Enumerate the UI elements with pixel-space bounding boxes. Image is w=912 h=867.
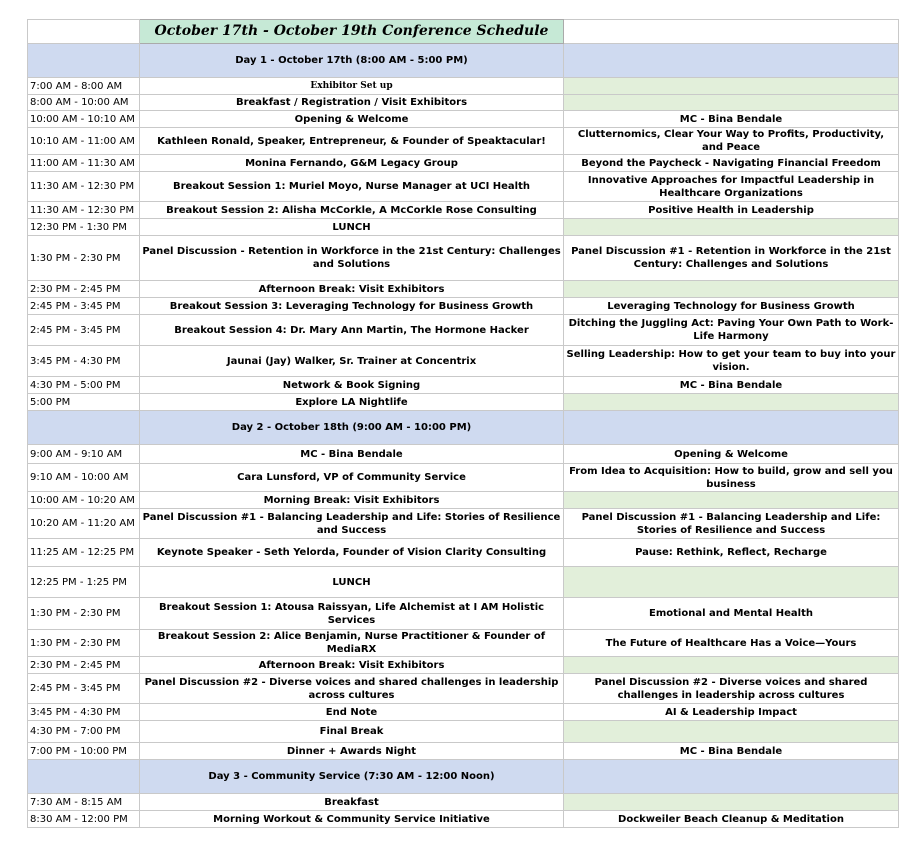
time-cell: 10:00 AM - 10:10 AM: [28, 111, 140, 128]
day-header-blank: [564, 411, 899, 445]
event-cell: MC - Bina Bendale: [140, 445, 564, 464]
detail-cell: From Idea to Acquisition: How to build, grow and sell you business: [564, 464, 899, 492]
schedule-row: [28, 78, 899, 95]
event-cell: Network & Book Signing: [140, 377, 564, 394]
time-cell: 3:45 PM - 4:30 PM: [28, 704, 140, 721]
time-cell: 2:30 PM - 2:45 PM: [28, 657, 140, 674]
event-cell: Explore LA Nightlife: [140, 394, 564, 411]
event-cell: Breakout Session 1: Atousa Raissyan, Life Alchemist at I AM Holistic Services: [140, 598, 564, 630]
time-cell: 10:10 AM - 11:00 AM: [28, 128, 140, 155]
time-cell: 11:25 AM - 12:25 PM: [28, 539, 140, 567]
day-header-title: Day 1 - October 17th (8:00 AM - 5:00 PM): [140, 44, 564, 78]
time-cell: 9:10 AM - 10:00 AM: [28, 464, 140, 492]
event-cell: Cara Lunsford, VP of Community Service: [140, 464, 564, 492]
detail-cell: MC - Bina Bendale: [564, 111, 899, 128]
event-cell: Breakfast / Registration / Visit Exhibitors: [140, 95, 564, 111]
time-cell: 8:00 AM - 10:00 AM: [28, 95, 140, 111]
empty-detail-cell: [564, 219, 899, 236]
schedule-row: [28, 346, 899, 377]
empty-detail-cell: [564, 78, 899, 95]
schedule-row: [28, 377, 899, 394]
day-header-row: [28, 411, 899, 445]
event-cell: Panel Discussion - Retention in Workforce in the 21st Century: Challenges and Solutions: [140, 236, 564, 281]
detail-cell: Clutternomics, Clear Your Way to Profits, Productivity, and Peace: [564, 128, 899, 155]
event-cell: Afternoon Break: Visit Exhibitors: [140, 657, 564, 674]
day-header-title: Day 2 - October 18th (9:00 AM - 10:00 PM): [140, 411, 564, 445]
title-blank-cell: [28, 20, 140, 44]
event-cell: Breakout Session 2: Alisha McCorkle, A McCorkle Rose Consulting: [140, 202, 564, 219]
event-cell: Breakout Session 1: Muriel Moyo, Nurse Manager at UCI Health: [140, 172, 564, 202]
time-cell: 8:30 AM - 12:00 PM: [28, 811, 140, 828]
detail-cell: Pause: Rethink, Reflect, Recharge: [564, 539, 899, 567]
schedule-row: [28, 445, 899, 464]
event-cell: Opening & Welcome: [140, 111, 564, 128]
schedule-row: [28, 492, 899, 509]
time-cell: 2:45 PM - 3:45 PM: [28, 298, 140, 315]
time-cell: 2:30 PM - 2:45 PM: [28, 281, 140, 298]
time-cell: 1:30 PM - 2:30 PM: [28, 598, 140, 630]
time-cell: 10:00 AM - 10:20 AM: [28, 492, 140, 509]
schedule-row: [28, 298, 899, 315]
schedule-row: [28, 657, 899, 674]
detail-cell: Panel Discussion #1 - Retention in Workforce in the 21st Century: Challenges and Solutions: [564, 236, 899, 281]
event-cell: Breakout Session 4: Dr. Mary Ann Martin, The Hormone Hacker: [140, 315, 564, 346]
detail-cell: Opening & Welcome: [564, 445, 899, 464]
schedule-row: [28, 674, 899, 704]
time-cell: 2:45 PM - 3:45 PM: [28, 674, 140, 704]
time-cell: 1:30 PM - 2:30 PM: [28, 236, 140, 281]
time-cell: 9:00 AM - 9:10 AM: [28, 445, 140, 464]
time-cell: 5:00 PM: [28, 394, 140, 411]
event-cell: Exhibitor Set up: [140, 78, 564, 95]
schedule-row: [28, 111, 899, 128]
detail-cell: Ditching the Juggling Act: Paving Your Own Path to Work-Life Harmony: [564, 315, 899, 346]
empty-detail-cell: [564, 394, 899, 411]
schedule-row: [28, 811, 899, 828]
detail-cell: Selling Leadership: How to get your team to buy into your vision.: [564, 346, 899, 377]
time-cell: 3:45 PM - 4:30 PM: [28, 346, 140, 377]
schedule-row: [28, 598, 899, 630]
conference-schedule-table: [27, 19, 899, 828]
empty-detail-cell: [564, 567, 899, 598]
time-cell: 7:00 PM - 10:00 PM: [28, 743, 140, 760]
day-header-row: [28, 760, 899, 794]
event-cell: Final Break: [140, 721, 564, 743]
time-cell: 11:30 AM - 12:30 PM: [28, 202, 140, 219]
empty-detail-cell: [564, 281, 899, 298]
detail-cell: Positive Health in Leadership: [564, 202, 899, 219]
day-header-title: Day 3 - Community Service (7:30 AM - 12:00 Noon): [140, 760, 564, 794]
schedule-row: [28, 236, 899, 281]
event-cell: Keynote Speaker - Seth Yelorda, Founder of Vision Clarity Consulting: [140, 539, 564, 567]
event-cell: Panel Discussion #2 - Diverse voices and shared challenges in leadership across cultures: [140, 674, 564, 704]
detail-cell: Panel Discussion #1 - Balancing Leadership and Life: Stories of Resilience and Success: [564, 509, 899, 539]
day-header-blank: [28, 760, 140, 794]
empty-detail-cell: [564, 657, 899, 674]
event-cell: End Note: [140, 704, 564, 721]
detail-cell: The Future of Healthcare Has a Voice—Yours: [564, 630, 899, 657]
title-row: [28, 20, 899, 44]
event-cell: Kathleen Ronald, Speaker, Entrepreneur, & Founder of Speaktacular!: [140, 128, 564, 155]
schedule-row: [28, 794, 899, 811]
event-cell: LUNCH: [140, 219, 564, 236]
time-cell: 11:30 AM - 12:30 PM: [28, 172, 140, 202]
detail-cell: AI & Leadership Impact: [564, 704, 899, 721]
event-cell: Breakfast: [140, 794, 564, 811]
title-blank-cell: [564, 20, 899, 44]
schedule-row: [28, 128, 899, 155]
detail-cell: MC - Bina Bendale: [564, 377, 899, 394]
day-header-blank: [28, 411, 140, 445]
empty-detail-cell: [564, 492, 899, 509]
schedule-row: [28, 743, 899, 760]
empty-detail-cell: [564, 794, 899, 811]
empty-detail-cell: [564, 721, 899, 743]
schedule-row: [28, 172, 899, 202]
schedule-row: [28, 704, 899, 721]
empty-detail-cell: [564, 95, 899, 111]
detail-cell: Emotional and Mental Health: [564, 598, 899, 630]
detail-cell: Innovative Approaches for Impactful Leadership in Healthcare Organizations: [564, 172, 899, 202]
event-cell: Panel Discussion #1 - Balancing Leadership and Life: Stories of Resilience and Success: [140, 509, 564, 539]
event-cell: Jaunai (Jay) Walker, Sr. Trainer at Concentrix: [140, 346, 564, 377]
schedule-title: October 17th - October 19th Conference Schedule: [140, 20, 564, 44]
schedule-row: [28, 630, 899, 657]
day-header-blank: [564, 760, 899, 794]
schedule-row: [28, 281, 899, 298]
detail-cell: Leveraging Technology for Business Growth: [564, 298, 899, 315]
event-cell: Dinner + Awards Night: [140, 743, 564, 760]
time-cell: 11:00 AM - 11:30 AM: [28, 155, 140, 172]
detail-cell: Beyond the Paycheck - Navigating Financial Freedom: [564, 155, 899, 172]
time-cell: 12:25 PM - 1:25 PM: [28, 567, 140, 598]
schedule-row: [28, 464, 899, 492]
time-cell: 4:30 PM - 7:00 PM: [28, 721, 140, 743]
detail-cell: Dockweiler Beach Cleanup & Meditation: [564, 811, 899, 828]
time-cell: 10:20 AM - 11:20 AM: [28, 509, 140, 539]
time-cell: 1:30 PM - 2:30 PM: [28, 630, 140, 657]
schedule-row: [28, 95, 899, 111]
schedule-row: [28, 315, 899, 346]
event-cell: Monina Fernando, G&M Legacy Group: [140, 155, 564, 172]
event-cell: LUNCH: [140, 567, 564, 598]
day-header-blank: [28, 44, 140, 78]
schedule-row: [28, 567, 899, 598]
schedule-row: [28, 509, 899, 539]
schedule-row: [28, 721, 899, 743]
time-cell: 2:45 PM - 3:45 PM: [28, 315, 140, 346]
event-cell: Breakout Session 3: Leveraging Technology for Business Growth: [140, 298, 564, 315]
day-header-blank: [564, 44, 899, 78]
event-cell: Breakout Session 2: Alice Benjamin, Nurse Practitioner & Founder of MediaRX: [140, 630, 564, 657]
schedule-row: [28, 219, 899, 236]
event-cell: Morning Break: Visit Exhibitors: [140, 492, 564, 509]
schedule-row: [28, 539, 899, 567]
time-cell: 4:30 PM - 5:00 PM: [28, 377, 140, 394]
schedule-row: [28, 155, 899, 172]
time-cell: 12:30 PM - 1:30 PM: [28, 219, 140, 236]
schedule-row: [28, 394, 899, 411]
event-cell: Morning Workout & Community Service Initiative: [140, 811, 564, 828]
day-header-row: [28, 44, 899, 78]
time-cell: 7:30 AM - 8:15 AM: [28, 794, 140, 811]
time-cell: 7:00 AM - 8:00 AM: [28, 78, 140, 95]
detail-cell: MC - Bina Bendale: [564, 743, 899, 760]
detail-cell: Panel Discussion #2 - Diverse voices and shared challenges in leadership across cultures: [564, 674, 899, 704]
event-cell: Afternoon Break: Visit Exhibitors: [140, 281, 564, 298]
schedule-row: [28, 202, 899, 219]
